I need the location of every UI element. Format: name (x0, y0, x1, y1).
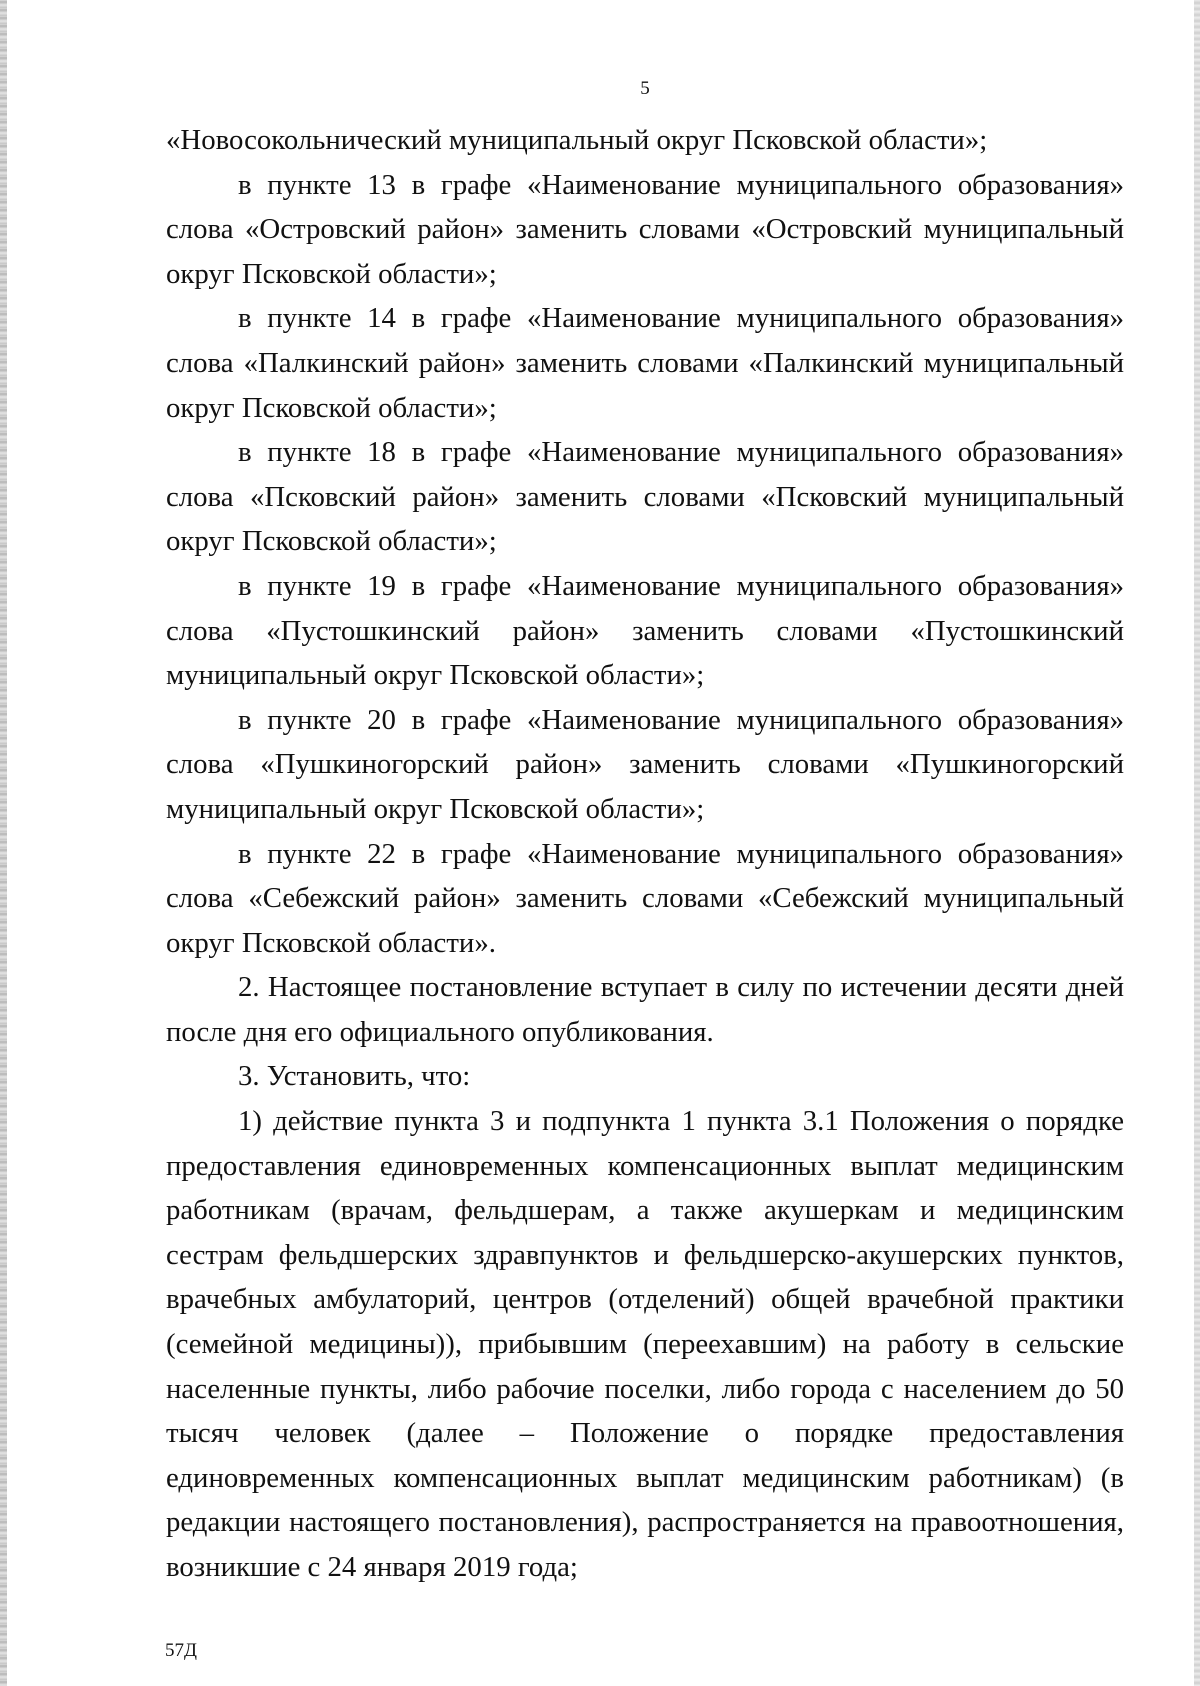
document-code: 57Д (165, 1640, 197, 1661)
paragraph-item-18: в пункте 18 в графе «Наименование муниципального образования» слова «Псковский район» заменить словами «Псковский муниципальный округ Псковской области»; (166, 436, 1124, 558)
paragraph-continuation: «Новосокольнический муниципальный округ Псковской области»; (166, 124, 988, 156)
page-number: 5 (640, 78, 650, 99)
paragraph-section-3: 3. Установить, что: (238, 1060, 471, 1093)
paragraph-item-20: в пункте 20 в графе «Наименование муниципального образования» слова «Пушкиногорский район» заменить словами «Пушкиногорский муниципальный округ Псковской области»; (166, 703, 1124, 825)
paragraph-item-19: в пункте 19 в графе «Наименование муниципального образования» слова «Пустошкинский район» заменить словами «Пустошкинский муниципальный округ Псковской области»; (166, 569, 1124, 692)
paragraph-section-3-item-1: 1) действие пункта 3 и подпункта 1 пункта 3.1 Положения о порядке предоставления единовременных компенсационных выплат медицинским работникам (врачам, фельдшерам, а также акушеркам и медицинским сестрам фельдшерских здравпунктов и фельдшерско-акушерских пунктов, врачебных амбулаторий, центров (отделений) общей врачебной практики (семейной медицины)), прибывшим (переехавшим) на работу в сельские населенные пункты, либо рабочие поселки, либо города с населением до 50 тысяч человек (далее – Положение о порядке предоставления единовременных компенсационных выплат медицинским работникам) (в редакции настоящего постановления), распространяется на правоотношения, возникшие с 24 января 2019 года; (166, 1105, 1124, 1583)
paragraph-item-14: в пункте 14 в графе «Наименование муниципального образования» слова «Палкинский район» заменить словами «Палкинский муниципальный округ Псковской области»; (166, 302, 1124, 424)
paragraph-item-13: в пункте 13 в графе «Наименование муниципального образования» слова «Островский район» заменить словами «Островский муниципальный округ Псковской области»; (166, 168, 1124, 290)
paragraph-item-22: в пункте 22 в графе «Наименование муниципального образования» слова «Себежский район» заменить словами «Себежский муниципальный округ Псковской области». (166, 837, 1124, 959)
scan-edge-right (1194, 0, 1200, 1686)
document-body (166, 118, 1124, 1590)
scan-edge-left (0, 0, 7, 1686)
paragraph-section-2: 2. Настоящее постановление вступает в силу по истечении десяти дней после дня его официального опубликования. (166, 971, 1124, 1048)
